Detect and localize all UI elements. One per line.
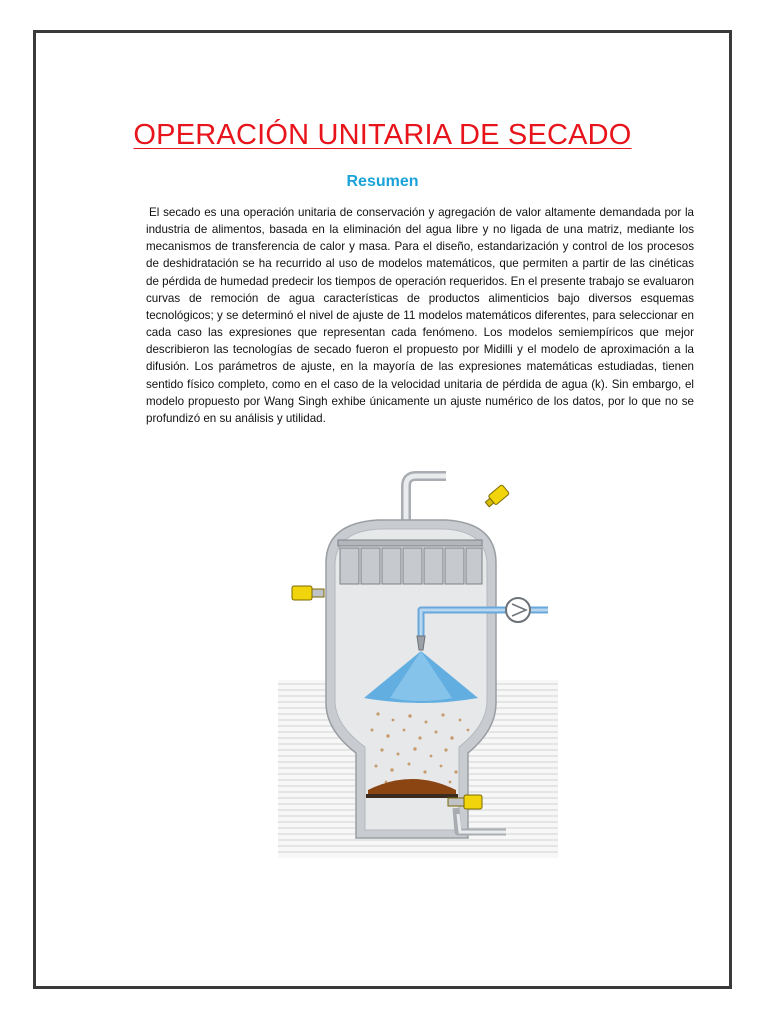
page-title: OPERACIÓN UNITARIA DE SECADO (133, 119, 632, 151)
outlet-pipe (406, 476, 446, 523)
abstract-paragraph: El secado es una operación unitaria de conservación y agregación de valor altamente demandada por la industria de alimentos, basada en la eliminación del agua libre y no ligada de una matriz, mediante los mecanismos de transferencia de calor y masa. Para el diseño, estandarización y control de los procesos de deshidratación se ha recurrido al uso de modelos matemáticos, que permiten a partir de las cinéticas de pérdida de humedad predecir los tiempos de operación requeridos. En el presente trabajo se evaluaron curvas de remoción de agua características de productos alimenticios bajo diversos esquemas tecnológicos; y se determinó el nivel de ajuste de 11 modelos matemáticos diferentes, para seleccionar en cada caso las expresiones que representan cada fenómeno. Los modelos semiempíricos que mejor describieron las tecnologías de secado fueron el propuesto por Midilli y el modelo de aproximación a la difusión. Los parámetros de ajuste, en la mayoría de las expresiones matemáticas estudiadas, tienen sentido físico completo, como en el caso de la velocidad unitaria de pérdida de agua (k). Sin embargo, el modelo propuesto por Wang Singh exhibe únicamente un ajuste numérico de los datos, por lo que no se profundizó en su análisis y utilidad. (146, 206, 694, 425)
section-heading: Resumen (346, 173, 419, 190)
spray-nozzle (417, 636, 425, 650)
document-page (33, 30, 732, 989)
sensor-icon-top (483, 484, 509, 509)
spray-dryer-illustration (278, 468, 558, 858)
sensor-icon-left (292, 586, 324, 600)
pump-icon (506, 598, 530, 622)
